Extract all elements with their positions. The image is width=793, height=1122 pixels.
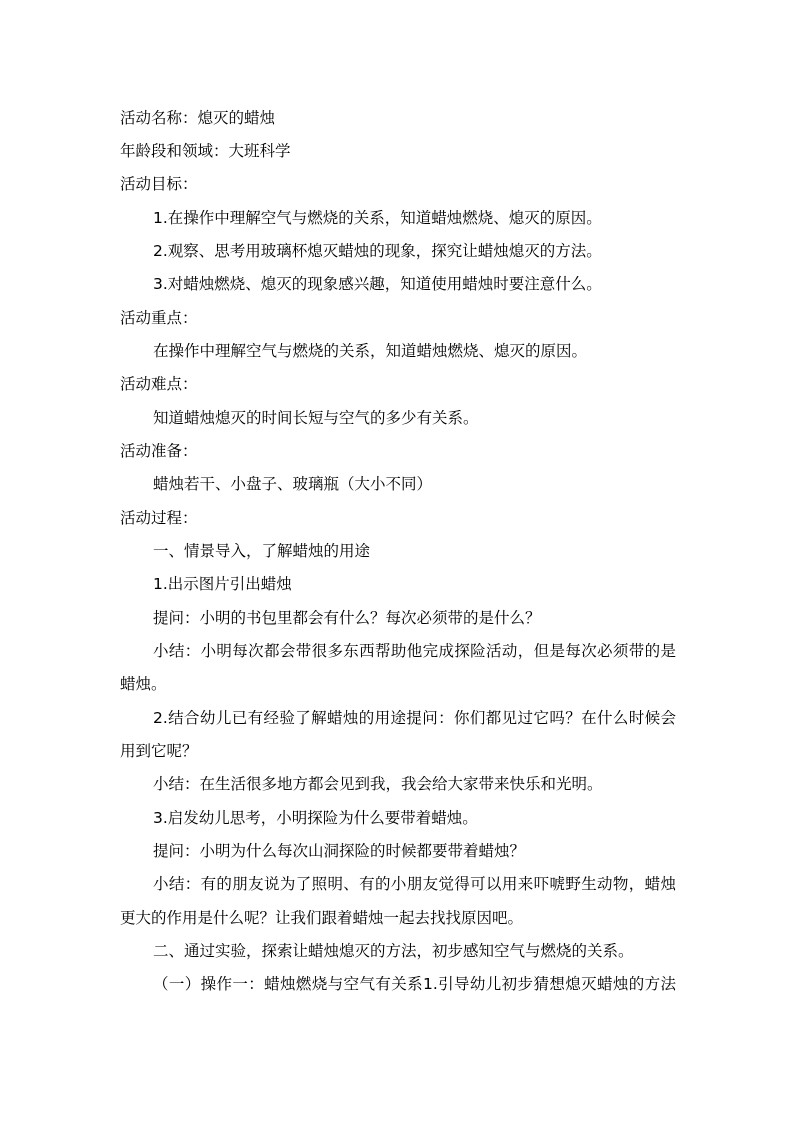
- step-3: 3.启发幼儿思考，小明探险为什么要带着蜡烛。: [153, 809, 478, 827]
- goals-heading: 活动目标：: [120, 175, 198, 193]
- process-heading: 活动过程：: [120, 509, 198, 527]
- section-1-heading: 一、情景导入，了解蜡烛的用途: [153, 542, 371, 560]
- focus-heading: 活动重点：: [120, 309, 198, 327]
- preparation-heading: 活动准备：: [120, 442, 198, 460]
- focus-text: 在操作中理解空气与燃烧的关系，知道蜡烛燃烧、熄灭的原因。: [153, 342, 588, 360]
- summary-1-line-1: 小结：小明每次都会带很多东西帮助他完成探险活动，但是每次必须带的是: [153, 642, 676, 660]
- difficulty-heading: 活动难点：: [120, 375, 198, 393]
- goal-item-1: 1.在操作中理解空气与燃烧的关系，知道蜡烛燃烧、熄灭的原因。: [153, 209, 602, 227]
- activity-name: 活动名称：熄灭的蜡烛: [120, 109, 276, 127]
- summary-3-line-2: 更大的作用是什么呢？让我们跟着蜡烛一起去找找原因吧。: [120, 909, 524, 927]
- goal-item-2: 2.观察、思考用玻璃杯熄灭蜡烛的现象，探究让蜡烛熄灭的方法。: [153, 242, 602, 260]
- summary-3-line-1: 小结：有的朋友说为了照明、有的小朋友觉得可以用来吓唬野生动物，蜡烛: [153, 875, 676, 893]
- step-2-line-2: 用到它呢？: [120, 742, 198, 760]
- operation-1-heading: （一）操作一：蜡烛燃烧与空气有关系1.引导幼儿初步猜想熄灭蜡烛的方法: [153, 975, 676, 993]
- age-and-domain: 年龄段和领域：大班科学: [120, 142, 291, 160]
- summary-2: 小结：在生活很多地方都会见到我，我会给大家带来快乐和光明。: [153, 775, 603, 793]
- step-2-line-1: 2.结合幼儿已有经验了解蜡烛的用途提问：你们都见过它吗？在什么时候会: [153, 709, 676, 727]
- question-1: 提问：小明的书包里都会有什么？每次必须带的是什么？: [153, 609, 541, 627]
- goal-item-3: 3.对蜡烛燃烧、熄灭的现象感兴趣，知道使用蜡烛时要注意什么。: [153, 275, 602, 293]
- step-1: 1.出示图片引出蜡烛: [153, 575, 292, 593]
- difficulty-text: 知道蜡烛熄灭的时间长短与空气的多少有关系。: [153, 409, 479, 427]
- summary-1-line-2: 蜡烛。: [120, 675, 167, 693]
- preparation-text: 蜡烛若干、小盘子、玻璃瓶（大小不同）: [153, 475, 433, 493]
- question-3: 提问：小明为什么每次山洞探险的时候都要带着蜡烛？: [153, 842, 526, 860]
- section-2-heading: 二、通过实验，探索让蜡烛熄灭的方法，初步感知空气与燃烧的关系。: [153, 942, 634, 960]
